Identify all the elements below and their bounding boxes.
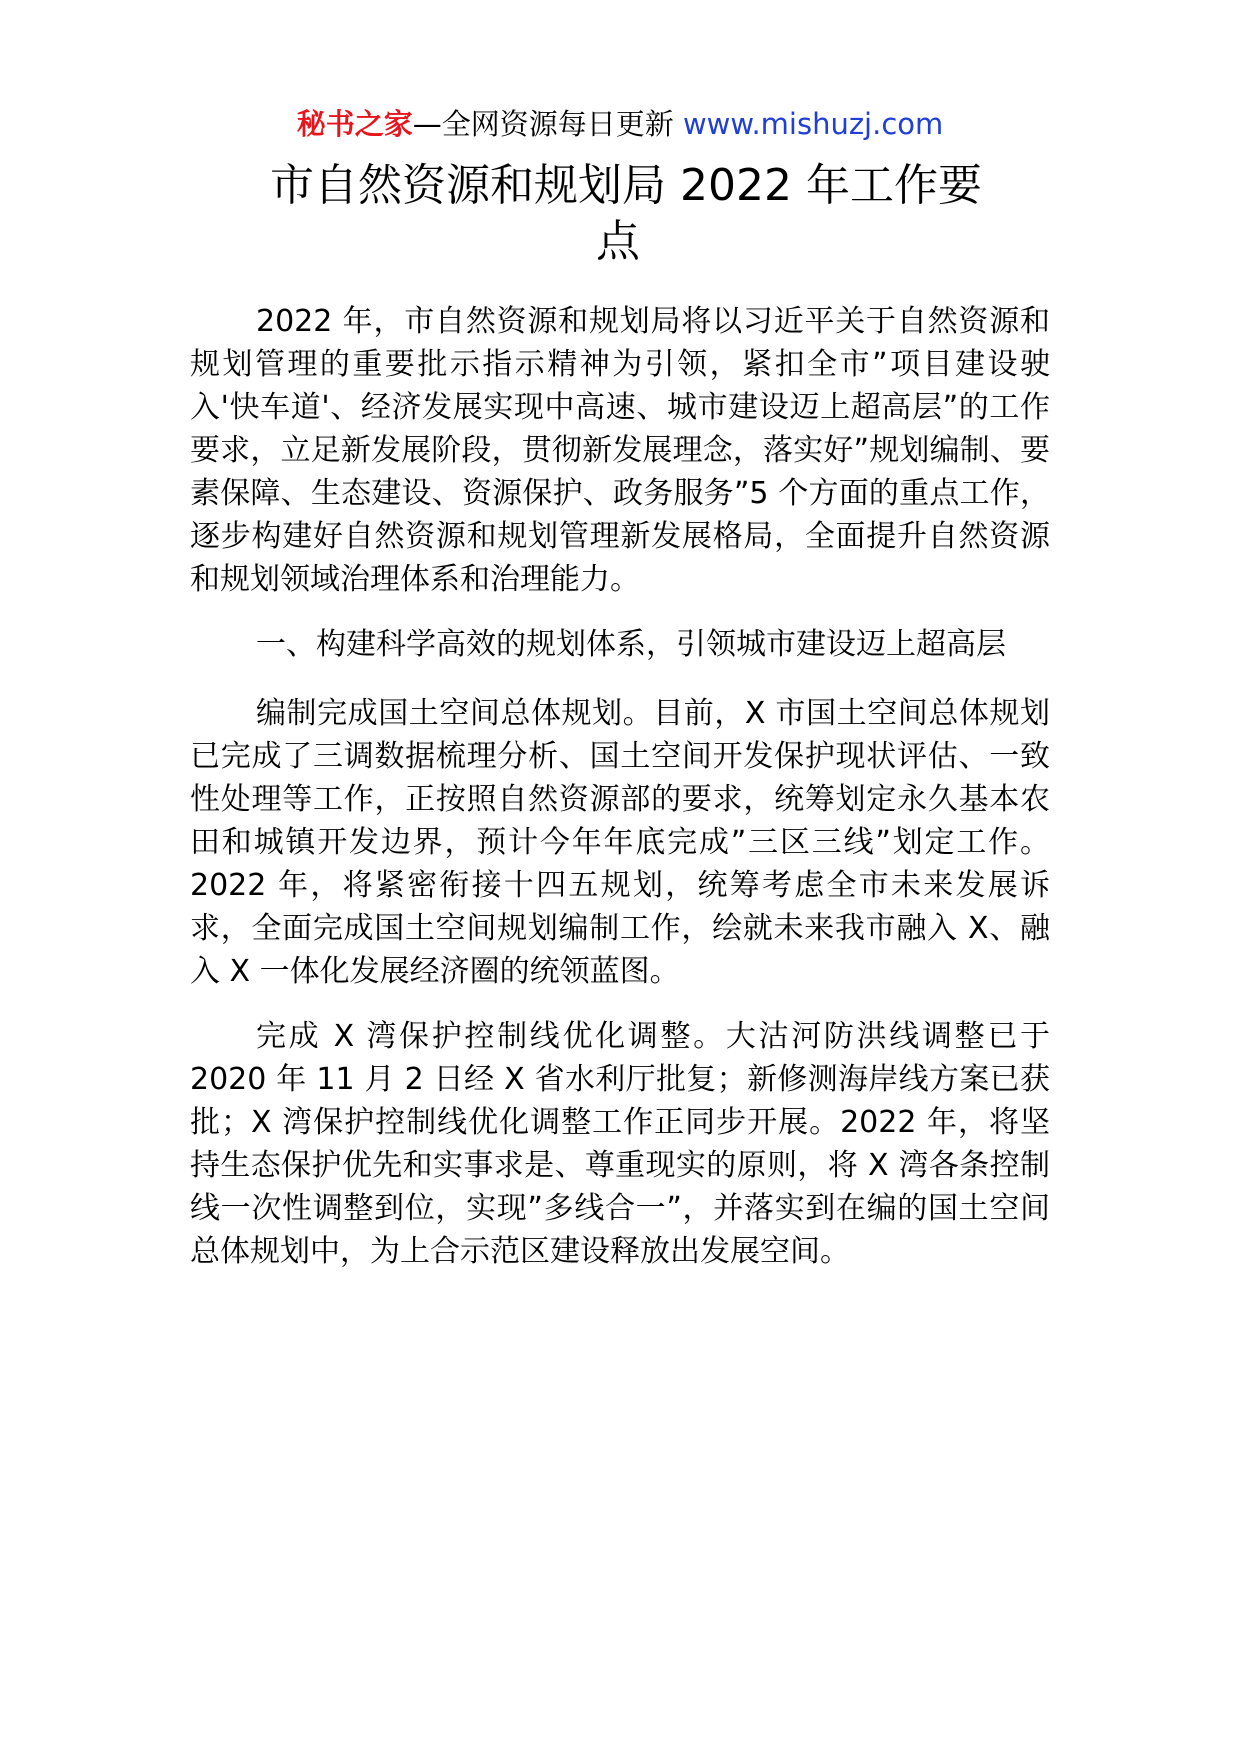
paragraph-spatial-plan: 编制完成国土空间总体规划。目前，X 市国土空间总体规划已完成了三调数据梳理分析、国土空间开发保护现状评估、一致性处理等工作，正按照自然资源部的要求，统筹划定永久基本农田和城镇开发边界，预计今年年底完成”三区三线”划定工作。2022 年，将紧密衔接十四五规划，统筹考虑全市未来发展诉求，全面完成国土空间规划编制工作，绘就未来我市融入 X、融入 X 一体化发展经济圈的统领蓝图。 <box>190 696 1050 989</box>
document-title-line-1: 市自然资源和规划局 2022 年工作要 <box>270 160 982 211</box>
section-heading-1: 一、构建科学高效的规划体系，引领城市建设迈上超高层 <box>256 627 1006 662</box>
site-url-link[interactable]: www.mishuzj.com <box>682 107 944 141</box>
document-body <box>190 300 1050 1295</box>
document-title <box>270 158 1070 270</box>
document-title-line-2: 点 <box>596 216 640 267</box>
brand-tagline: —全网资源每日更新 <box>412 107 674 141</box>
watermark-header <box>0 104 1240 144</box>
brand-name: 秘书之家 <box>296 107 413 141</box>
paragraph-bay-control-lines: 完成 X 湾保护控制线优化调整。大沽河防洪线调整已于 2020 年 11 月 2 日经 X 省水利厅批复；新修测海岸线方案已获批；X 湾保护控制线优化调整工作正同步开展。2022 年，将坚持生态保护优先和实事求是、尊重现实的原则，将 X 湾各条控制线一次性调整到位，实现”多线合一”，并落实到在编的国土空间总体规划中，为上合示范区建设释放出发展空间。 <box>190 1019 1050 1269</box>
intro-paragraph: 2022 年，市自然资源和规划局将以习近平关于自然资源和规划管理的重要批示指示精神为引领，紧扣全市”项目建设驶入'快车道'、经济发展实现中高速、城市建设迈上超高层”的工作要求，立足新发展阶段，贯彻新发展理念，落实好”规划编制、要素保障、生态建设、资源保护、政务服务”5 个方面的重点工作，逐步构建好自然资源和规划管理新发展格局，全面提升自然资源和规划领域治理体系和治理能力。 <box>190 304 1050 597</box>
